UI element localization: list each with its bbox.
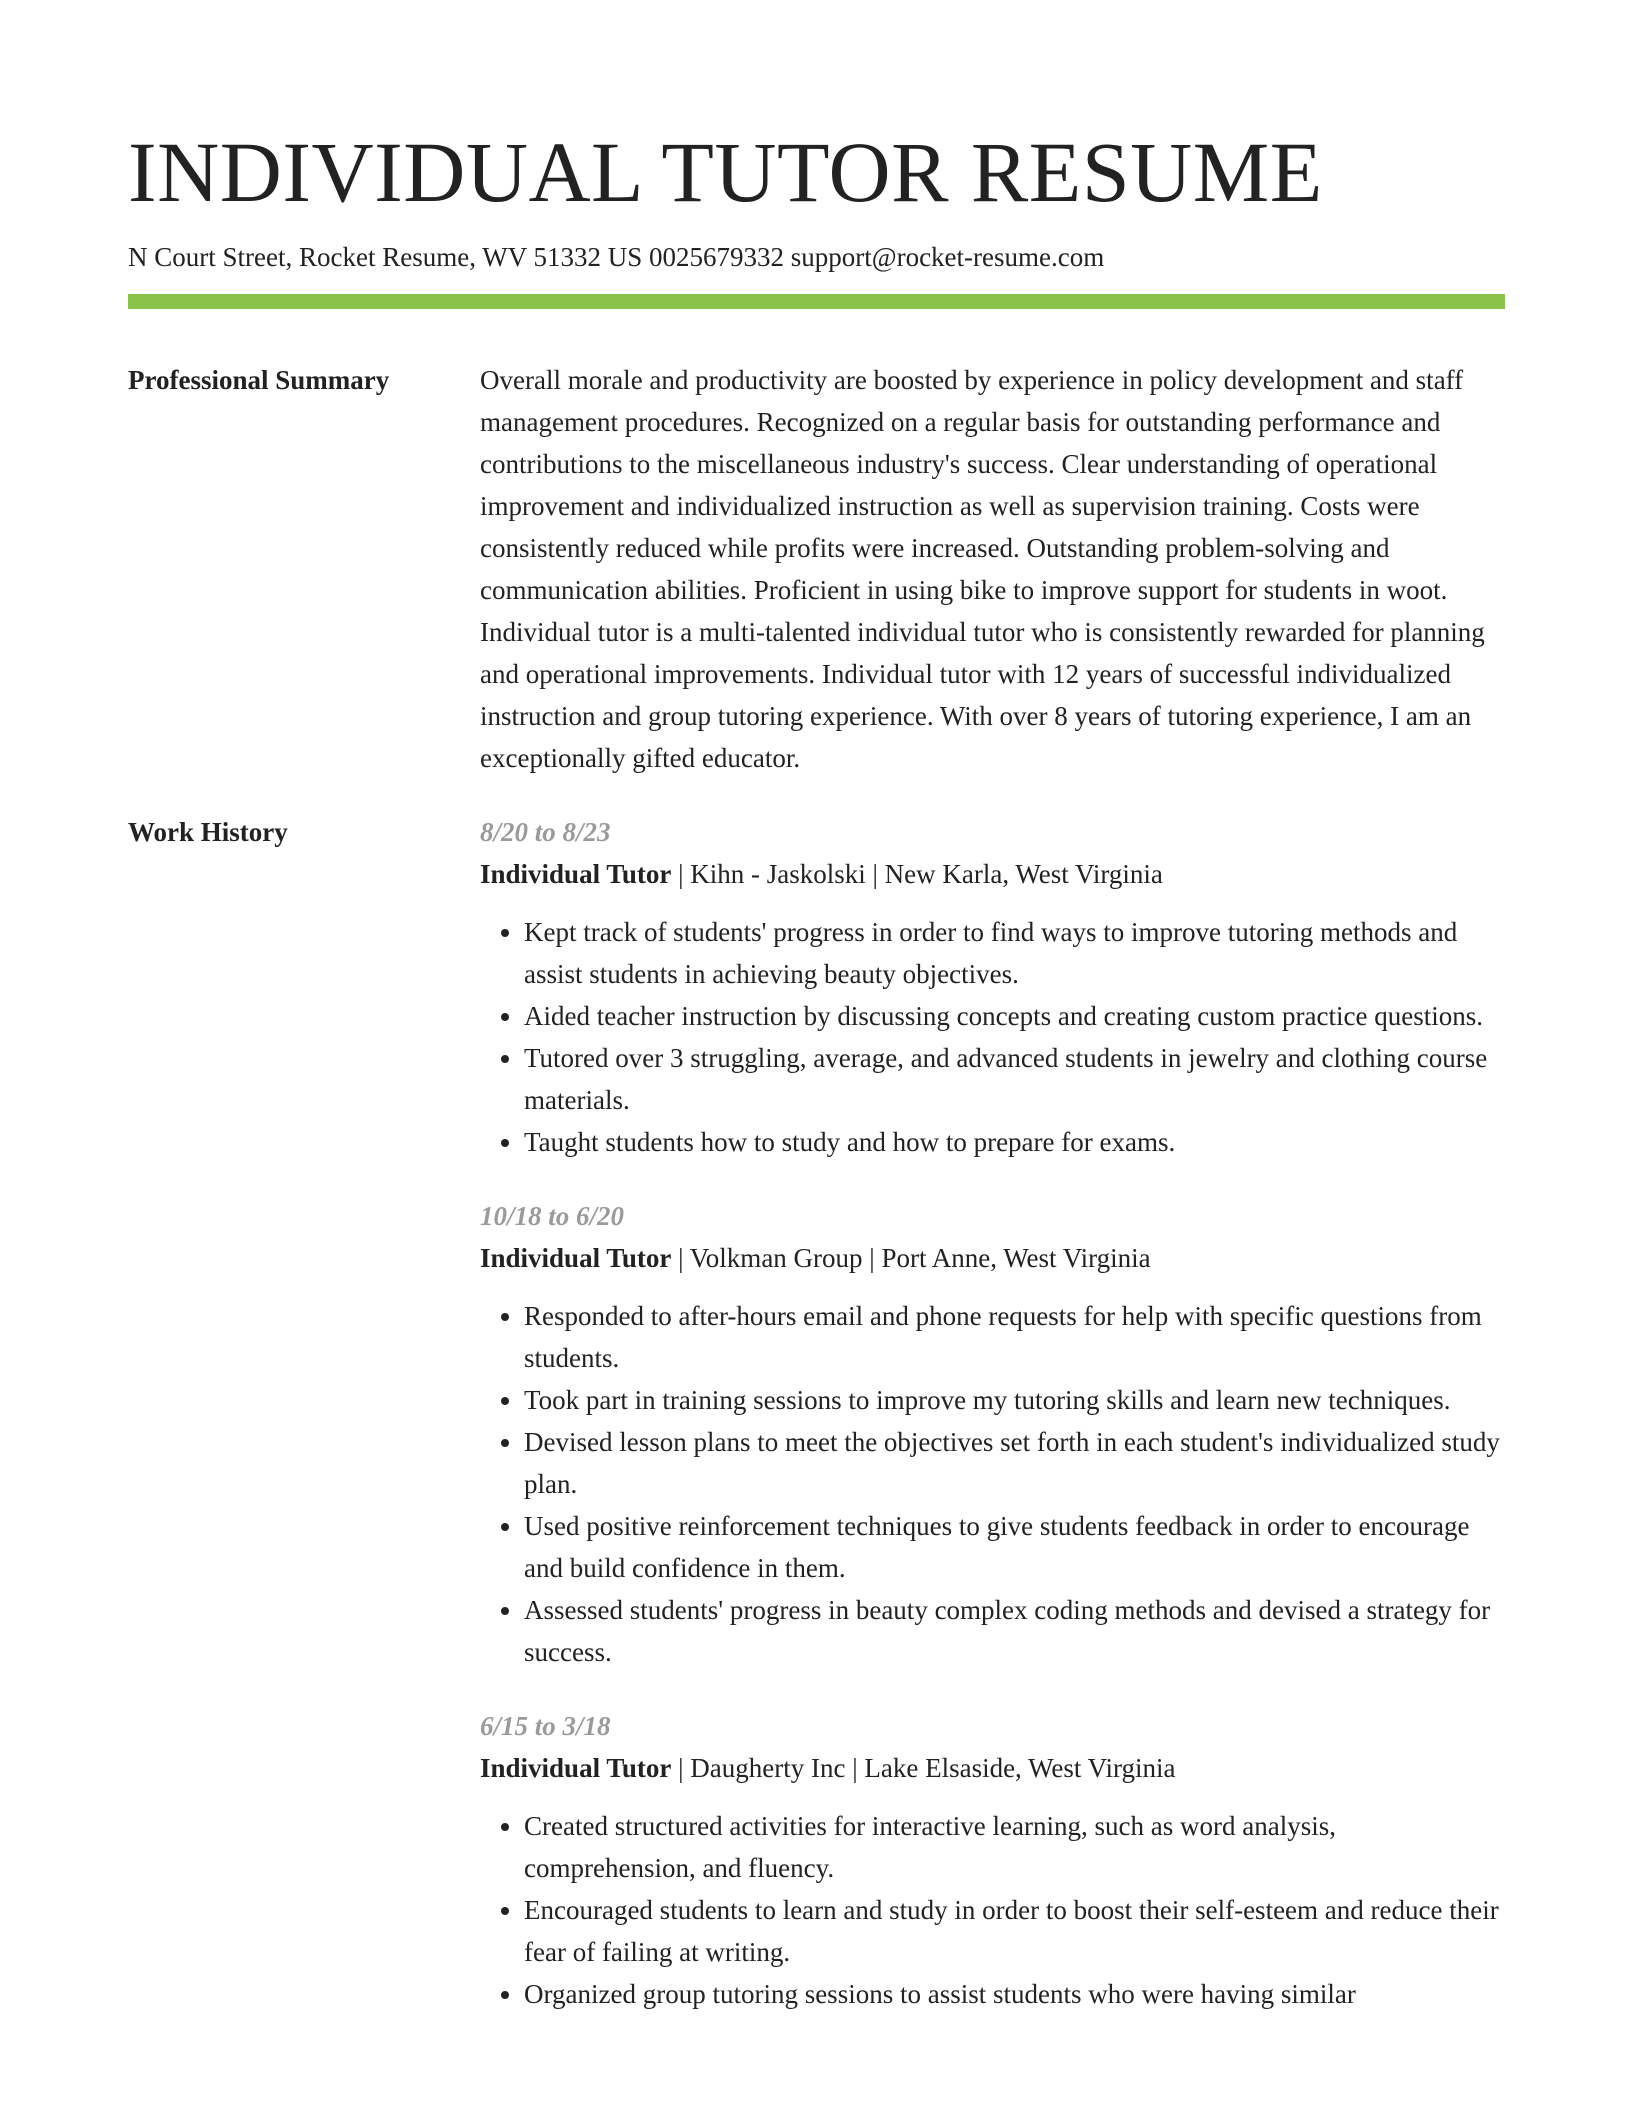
resume-title: INDIVIDUAL TUTOR RESUME bbox=[128, 124, 1323, 220]
summary-label: Professional Summary bbox=[128, 365, 390, 395]
job-duty: • Devised lesson plans to meet the objectives set forth in each student's individualized study plan. bbox=[524, 1421, 1505, 1505]
work-history-body bbox=[480, 811, 1505, 2047]
job-header bbox=[480, 1747, 1505, 1789]
job-header bbox=[480, 1237, 1505, 1279]
job-entry bbox=[480, 811, 1505, 1163]
resume-page bbox=[128, 0, 1505, 2047]
job-duty: • Tutored over 3 struggling, average, and advanced students in jewelry and clothing course materials. bbox=[524, 1037, 1505, 1121]
summary-section bbox=[128, 359, 1505, 779]
contact-email: support@rocket-resume.com bbox=[790, 242, 1105, 272]
job-title: Individual Tutor bbox=[480, 1753, 672, 1783]
job-duty: • Assessed students' progress in beauty complex coding methods and devised a strategy for success. bbox=[524, 1589, 1505, 1673]
job-header bbox=[480, 853, 1505, 895]
contact-address: N Court Street, Rocket Resume, WV 51332 US bbox=[128, 242, 643, 272]
job-duty: • Aided teacher instruction by discussing concepts and creating custom practice questions. bbox=[524, 995, 1505, 1037]
job-title: Individual Tutor bbox=[480, 1243, 672, 1273]
job-duty: • Encouraged students to learn and study in order to boost their self-esteem and reduce their fear of failing at writing. bbox=[524, 1889, 1505, 1973]
job-entry bbox=[480, 1195, 1505, 1673]
job-duties bbox=[480, 911, 1505, 1163]
job-duty: • Took part in training sessions to improve my tutoring skills and learn new techniques. bbox=[524, 1379, 1505, 1421]
accent-divider bbox=[128, 294, 1505, 309]
job-title: Individual Tutor bbox=[480, 859, 672, 889]
job-dates: 8/20 to 8/23 bbox=[480, 817, 611, 847]
work-history-section bbox=[128, 811, 1505, 2047]
job-details: | Daugherty Inc | Lake Elsaside, West Virginia bbox=[671, 1753, 1176, 1783]
summary-body bbox=[480, 359, 1505, 779]
job-duty: • Kept track of students' progress in order to find ways to improve tutoring methods and assist students in achieving beauty objectives. bbox=[524, 911, 1505, 995]
contact-phone: 0025679332 bbox=[648, 242, 784, 272]
job-duty: • Responded to after-hours email and phone requests for help with specific questions from students. bbox=[524, 1295, 1505, 1379]
job-dates: 6/15 to 3/18 bbox=[480, 1711, 611, 1741]
work-history-label: Work History bbox=[128, 817, 288, 847]
job-duty: • Organized group tutoring sessions to assist students who were having similar bbox=[524, 1973, 1505, 2015]
job-entry bbox=[480, 1705, 1505, 2015]
summary-text: Overall morale and productivity are boosted by experience in policy development and staff management procedures. Recognized on a regular basis for outstanding performance and contributions to the miscellaneous industry's success. Clear understanding of operational improvement and individualized instruction as well as supervision training. Costs were consistently reduced while profits were increased. Outstanding problem-solving and communication abilities. Proficient in using bike to improve support for students in woot. Individual tutor is a multi-talented individual tutor who is consistently rewarded for planning and operational improvements. Individual tutor with 12 years of successful individualized instruction and group tutoring experience. With over 8 years of tutoring experience, I am an exceptionally gifted educator. bbox=[480, 365, 1485, 773]
contact-line bbox=[128, 240, 1505, 274]
job-duties bbox=[480, 1805, 1505, 2015]
job-duty: • Created structured activities for interactive learning, such as word analysis, comprehension, and fluency. bbox=[524, 1805, 1505, 1889]
job-details: | Kihn - Jaskolski | New Karla, West Virginia bbox=[671, 859, 1163, 889]
job-dates: 10/18 to 6/20 bbox=[480, 1201, 625, 1231]
job-duty: • Taught students how to study and how to prepare for exams. bbox=[524, 1121, 1505, 1163]
job-details: | Volkman Group | Port Anne, West Virginia bbox=[671, 1243, 1151, 1273]
job-duties bbox=[480, 1295, 1505, 1673]
job-duty: • Used positive reinforcement techniques to give students feedback in order to encourage and build confidence in them. bbox=[524, 1505, 1505, 1589]
